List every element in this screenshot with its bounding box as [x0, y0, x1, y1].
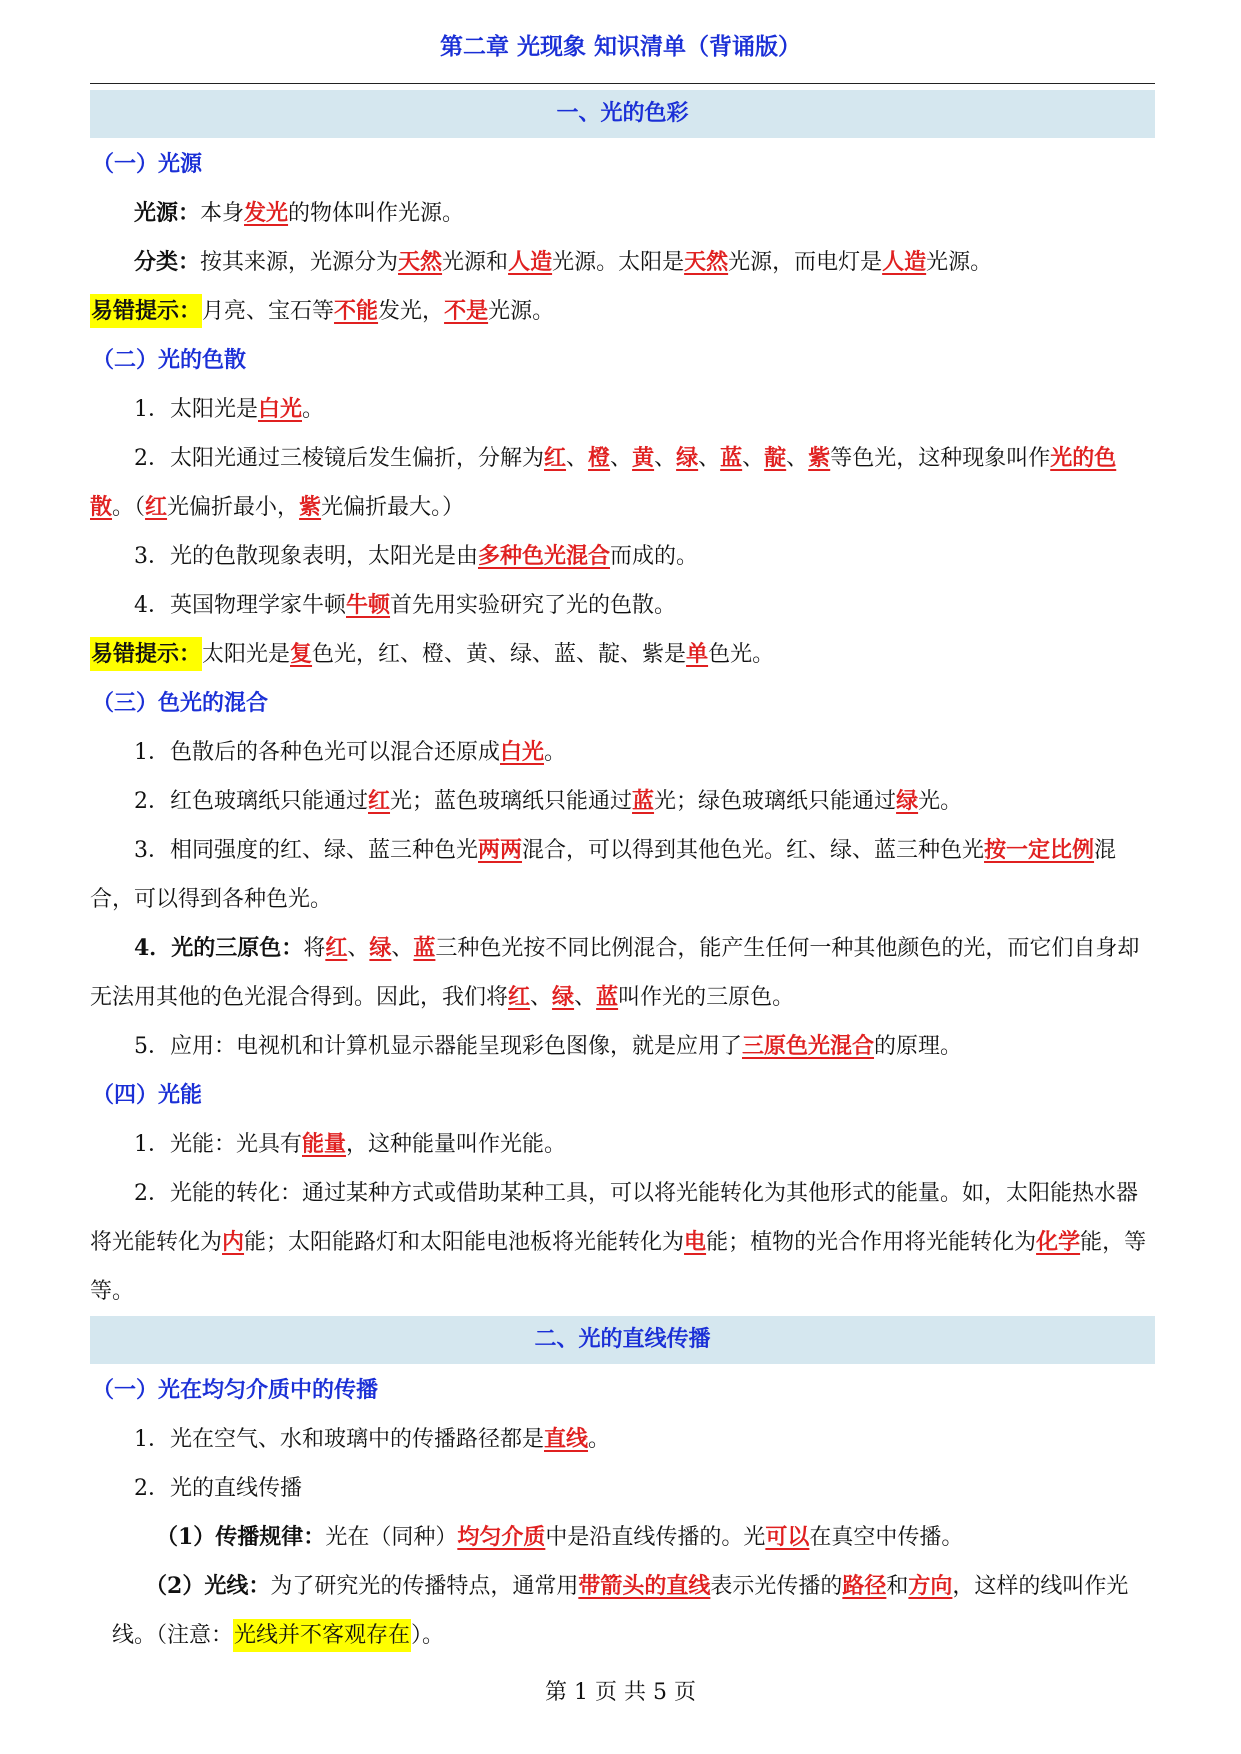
key-term: 复	[290, 641, 313, 667]
text-run: 2．光能的转化：通过某种方式或借助某种工具，可以将光能转化为其他形式的能量。如，太阳能热水器将光能转化为	[90, 1181, 1139, 1255]
tip-label: 易错提示：	[90, 294, 202, 328]
text-run: 。	[302, 397, 325, 422]
text-run: 光源。太阳是	[552, 250, 685, 275]
key-term: 绿	[896, 788, 919, 814]
text-run: 、	[391, 936, 414, 961]
paragraph	[90, 1562, 1155, 1660]
paragraph	[90, 728, 1155, 777]
key-term: 蓝	[632, 788, 655, 814]
text-run: 混合，可以得到其他色光。红、绿、蓝三种色光	[522, 838, 985, 863]
paragraph	[90, 826, 1155, 924]
text-run: ，这种能量叫作光能。	[346, 1132, 567, 1157]
text-run: 2．红色玻璃纸只能通过	[134, 789, 368, 814]
subsection-heading: （一）光在均匀介质中的传播	[92, 1378, 379, 1403]
key-term: 靛	[764, 445, 787, 471]
text-run: 、	[530, 985, 553, 1010]
key-term: 红	[544, 445, 567, 471]
text-run: 、	[566, 446, 589, 471]
key-term: 方向	[908, 1573, 953, 1599]
text-run: 1．太阳光是	[134, 397, 258, 422]
key-term: 绿	[369, 935, 392, 961]
key-term: 红	[508, 984, 531, 1010]
text-run: 的原理。	[874, 1034, 963, 1059]
key-term: 蓝	[413, 935, 436, 961]
text-run: 色光。	[708, 642, 775, 667]
key-term: 紫	[299, 494, 322, 520]
text-run: 能，等等。	[90, 1230, 1147, 1304]
title-divider	[90, 83, 1155, 84]
text-run	[112, 1574, 156, 1599]
text-run: 光偏折最大。）	[321, 495, 465, 520]
text-run: 、	[654, 446, 677, 471]
paragraph	[90, 777, 1155, 826]
bold-label: 分类：	[134, 249, 201, 275]
key-term: 紫	[808, 445, 831, 471]
bold-label: 4．光的三原色：	[134, 935, 304, 961]
text-run: 3．相同强度的红、绿、蓝三种色光	[134, 838, 478, 863]
text-run: 太阳光是	[202, 642, 291, 667]
key-term: 电	[684, 1229, 707, 1255]
paragraph	[90, 532, 1155, 581]
subsection-heading: （四）光能	[92, 1083, 203, 1108]
text-run: 在真空中传播。	[809, 1525, 964, 1550]
text-run: ）。	[411, 1623, 445, 1648]
text-run: 三种色光按不同比例混合，能产生任何一种其他颜色的光，而它们自身却无法用其他的色光混合得到。因此，我们将	[90, 936, 1140, 1010]
key-term: 人造	[508, 249, 553, 275]
key-term: 直线	[544, 1426, 589, 1452]
key-term: 不能	[334, 298, 379, 324]
paragraph	[90, 1415, 1155, 1464]
key-term: 白光	[258, 396, 303, 422]
key-term: 红	[145, 494, 168, 520]
paragraph	[90, 189, 1155, 238]
text-run: 光源，而电灯是	[728, 250, 883, 275]
key-term: 橙	[588, 445, 611, 471]
paragraph	[90, 630, 1155, 679]
paragraph	[90, 385, 1155, 434]
paragraph	[90, 287, 1155, 336]
text-run: 1．色散后的各种色光可以混合还原成	[134, 740, 500, 765]
text-run: 将	[303, 936, 326, 961]
tip-label: 易错提示：	[90, 637, 202, 671]
bold-label: 光源：	[134, 200, 201, 226]
section-heading: 二、光的直线传播	[90, 1316, 1155, 1364]
key-term: 绿	[552, 984, 575, 1010]
text-run: 首先用实验研究了光的色散。	[390, 593, 677, 618]
key-term: 发光	[244, 200, 289, 226]
key-term: 可以	[765, 1524, 810, 1550]
key-term: 红	[325, 935, 348, 961]
text-run: 等色光，这种现象叫作	[830, 446, 1051, 471]
text-run: 2．太阳光通过三棱镜后发生偏折，分解为	[134, 446, 544, 471]
key-term: 化学	[1036, 1229, 1081, 1255]
paragraph	[90, 924, 1155, 1022]
text-run: 。	[544, 740, 567, 765]
paragraph	[90, 1464, 1155, 1513]
text-run: 和	[886, 1574, 909, 1599]
text-run: 中是沿直线传播的。光	[545, 1525, 766, 1550]
paragraph	[90, 434, 1155, 532]
paragraph	[90, 581, 1155, 630]
text-run: 光；蓝色玻璃纸只能通过	[390, 789, 633, 814]
key-term: 绿	[676, 445, 699, 471]
key-term: 天然	[398, 249, 443, 275]
key-term: 人造	[882, 249, 927, 275]
key-term: 带箭头的直线	[578, 1573, 711, 1599]
text-run: 光源和	[442, 250, 509, 275]
text-run: 表示光传播的	[710, 1574, 843, 1599]
text-run: 按其来源，光源分为	[200, 250, 399, 275]
key-term: 路径	[842, 1573, 887, 1599]
paragraph	[90, 1120, 1155, 1169]
key-term: 蓝	[720, 445, 743, 471]
page-title: 第二章 光现象 知识清单（背诵版）	[439, 34, 801, 60]
key-term: 三原色光混合	[742, 1033, 875, 1059]
text-run: 。	[588, 1427, 611, 1452]
text-run: 4．英国物理学家牛顿	[134, 593, 346, 618]
text-run: 光源。	[488, 299, 555, 324]
key-term: 不是	[444, 298, 489, 324]
key-term: 黄	[632, 445, 655, 471]
text-run: 能；太阳能路灯和太阳能电池板将光能转化为	[244, 1230, 685, 1255]
key-term: 蓝	[596, 984, 619, 1010]
text-run: 光；绿色玻璃纸只能通过	[654, 789, 897, 814]
text-run: 、	[698, 446, 721, 471]
key-term: 多种色光混合	[478, 543, 611, 569]
bold-label: （2）光线：	[156, 1573, 271, 1599]
text-run: 发光，	[378, 299, 445, 324]
subsection-heading: （三）色光的混合	[92, 691, 269, 716]
section-heading: 一、光的色彩	[90, 90, 1155, 138]
text-run: 1．光在空气、水和玻璃中的传播路径都是	[134, 1427, 544, 1452]
text-run: 而成的。	[610, 544, 699, 569]
text-run: 光源。	[926, 250, 993, 275]
text-run: 为了研究光的传播特点，通常用	[270, 1574, 579, 1599]
text-run: 5．应用：电视机和计算机显示器能呈现彩色图像，就是应用了	[134, 1034, 742, 1059]
key-term: 按一定比例	[984, 837, 1095, 863]
text-run: 光偏折最小，	[167, 495, 300, 520]
text-run: 本身	[200, 201, 245, 226]
key-term: 内	[222, 1229, 245, 1255]
key-term: 均匀介质	[457, 1524, 546, 1550]
text-run: 2．光的直线传播	[134, 1476, 302, 1501]
key-term: 光的色散	[90, 445, 1117, 520]
page-footer: 第 1 页 共 5 页	[545, 1680, 696, 1705]
subsection-heading: （二）光的色散	[92, 348, 247, 373]
key-term: 单	[686, 641, 709, 667]
paragraph	[90, 1022, 1155, 1071]
key-term: 牛顿	[346, 592, 391, 618]
text-run: 、	[786, 446, 809, 471]
key-term: 两两	[478, 837, 523, 863]
text-run: 、	[574, 985, 597, 1010]
text-run: 混合，可以得到各种色光。	[90, 838, 1117, 912]
text-run: 色光，红、橙、黄、绿、蓝、靛、紫是	[312, 642, 687, 667]
text-run: 的物体叫作光源。	[288, 201, 465, 226]
text-run: 1．光能：光具有	[134, 1132, 302, 1157]
subsection-heading: （一）光源	[92, 152, 203, 177]
document-body	[90, 90, 1155, 1660]
key-term: 白光	[500, 739, 545, 765]
text-run: ，这样的线叫作光线。（注意：	[112, 1574, 1129, 1648]
text-run: 。（	[112, 495, 146, 520]
text-run: 、	[347, 936, 370, 961]
text-run: 能；植物的光合作用将光能转化为	[706, 1230, 1037, 1255]
paragraph	[90, 1513, 1155, 1562]
text-run: 光。	[918, 789, 963, 814]
text-run: 光在（同种）	[325, 1525, 458, 1550]
text-run: 叫作光的三原色。	[618, 985, 795, 1010]
key-term: 能量	[302, 1131, 347, 1157]
text-run: 、	[742, 446, 765, 471]
text-run: 、	[610, 446, 633, 471]
bold-label: （1）传播规律：	[156, 1524, 326, 1550]
paragraph	[90, 238, 1155, 287]
text-run: 3．光的色散现象表明，太阳光是由	[134, 544, 478, 569]
key-term: 天然	[684, 249, 729, 275]
paragraph	[90, 1169, 1155, 1316]
key-term: 红	[368, 788, 391, 814]
highlighted-note: 光线并不客观存在	[233, 1619, 411, 1652]
text-run: 月亮、宝石等	[202, 299, 335, 324]
